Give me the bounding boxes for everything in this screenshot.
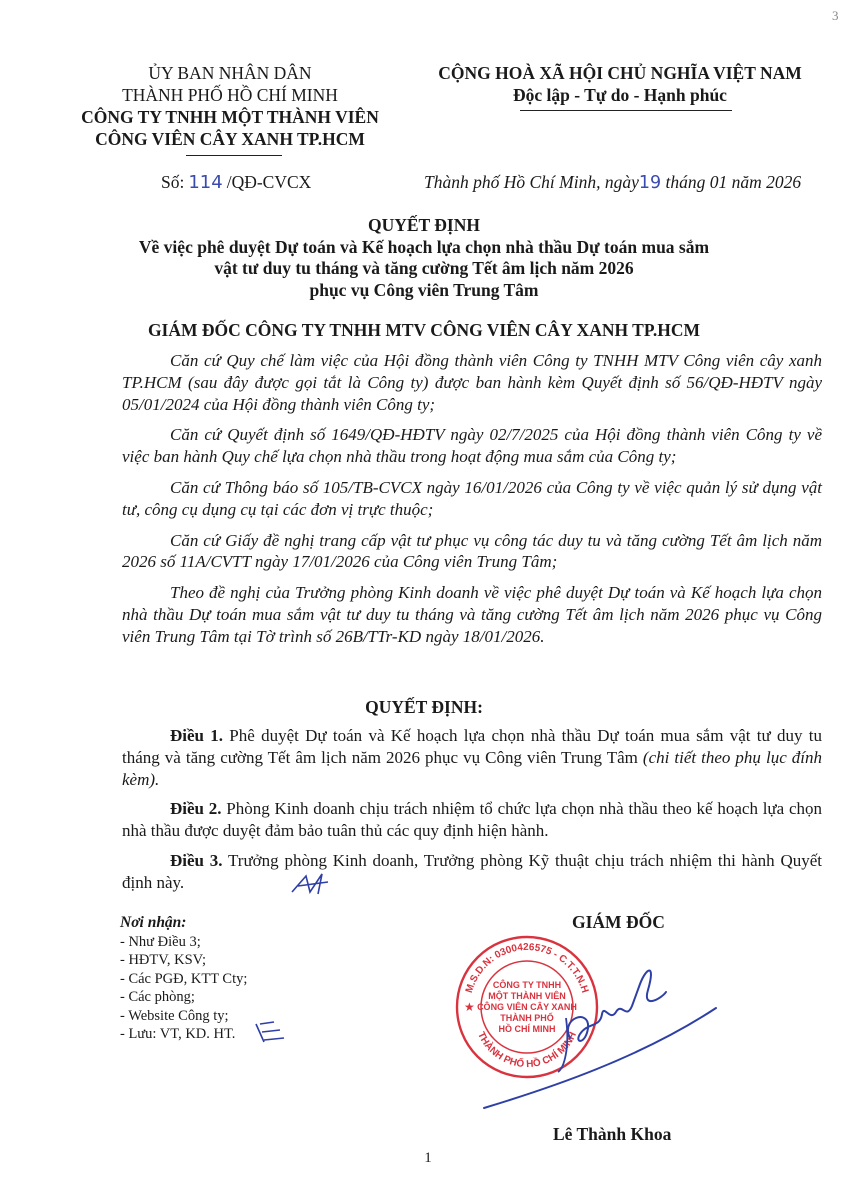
page-corner-mark: 3 [832,8,839,23]
document-number [161,172,311,193]
recipients-block [120,914,247,1044]
decision-title [60,215,788,301]
title-line-3: vật tư duy tu tháng và tăng cường Tết âm lịch năm 2026 [214,258,634,278]
national-title: CỘNG HOÀ XÃ HỘI CHỦ NGHĨA VIỆT NAM [438,63,802,83]
issuer-block [60,62,400,150]
seal-inner-line: CÔNG VIÊN CÂY XANH [477,1002,577,1012]
place-date [424,172,801,193]
issuer-line-2: THÀNH PHỐ HỒ CHÍ MINH [122,85,338,105]
issuer-line-4: CÔNG VIÊN CÂY XANH TP.HCM [95,129,365,149]
national-motto: Độc lập - Tự do - Hạnh phúc [513,85,727,105]
director-signature-icon [470,948,720,1118]
signer-title: GIÁM ĐỐC [572,912,665,932]
seal-bottom-text: THÀNH PHỐ HỒ CHÍ MINH [475,1030,579,1071]
recipient-item: - Các phòng; [120,989,195,1005]
recipient-item: - Các PGĐ, KTT Cty; [120,970,248,987]
article-text: Phê duyệt Dự toán và Kế hoạch lựa chọn nhà thầu Dự toán mua sắm vật tư duy tu tháng và tăng cường Tết âm lịch năm 2026 phục vụ Công viên Trung Tâm [122,726,822,767]
archive-initials-icon [250,1016,290,1046]
doc-number-handwritten: 114 [188,172,223,193]
seal-inner-line: THÀNH PHỐ [500,1013,554,1023]
legal-bases [122,350,822,657]
title-line-2: Về việc phê duyệt Dự toán và Kế hoạch lựa chọn nhà thầu Dự toán mua sắm [138,236,710,257]
article-label: Điều 3. [170,850,223,870]
decision-heading: QUYẾT ĐỊNH: [365,697,483,717]
article-label: Điều 2. [170,799,222,819]
seal-inner-line: CÔNG TY TNHH [492,980,562,990]
issuer-underline [186,155,282,156]
seal-inner-line: HỒ CHÍ MINH [498,1024,556,1034]
svg-text:★: ★ [464,1000,475,1014]
doc-number-prefix: Số: [161,172,185,192]
initials-mark-icon [288,870,348,898]
basis-paragraph: Căn cứ Giấy đề nghị trang cấp vật tư phục vụ công tác duy tu và tăng cường Tết âm lịch năm 2026 số 11A/CVTT ngày 17/01/2026 của Công viên Trung Tâm; [122,530,822,572]
recipient-item: - Lưu: VT, KD. HT. [120,1026,236,1042]
seal-inner-line: MỘT THÀNH VIÊN [488,991,566,1001]
article-2 [122,798,822,842]
article-label: Điều 1. [170,726,224,745]
place-date-day: 19 [638,173,662,193]
recipients-heading: Nơi nhận: [120,914,187,931]
place-date-after: tháng 01 năm 2026 [665,172,802,192]
signer-name: Lê Thành Khoa [553,1124,672,1144]
recipient-item: - Website Công ty; [120,1007,229,1024]
place-date-before: Thành phố Hồ Chí Minh, ngày [424,172,639,192]
issuer-line-1: ỦY BAN NHÂN DÂN [148,63,312,83]
recipient-item: - HĐTV, KSV; [120,952,207,968]
seal-outer-text: M.S.D.N: 0300426575 - C.T.T.N.H [463,941,591,995]
title-line-1: QUYẾT ĐỊNH [368,215,480,235]
article-text: Trưởng phòng Kinh doanh, Trưởng phòng Kỹ thuật chịu trách nhiệm thi hành Quyết định này. [122,850,822,892]
articles [122,725,822,902]
article-3 [122,850,822,894]
article-text: Phòng Kinh doanh chịu trách nhiệm tổ chức lựa chọn nhà thầu theo kế hoạch lựa chọn nhà thầu được duyệt đảm bảo tuân thủ các quy định hiện hành. [122,799,822,841]
basis-paragraph: Theo đề nghị của Trưởng phòng Kinh doanh về việc phê duyệt Dự toán và Kế hoạch lựa chọn nhà thầu Dự toán mua sắm vật tư duy tu tháng và tăng cường Tết âm lịch năm 2026 phục vụ Công viên Trung Tâm tại Tờ trình số 26B/TTr-KD ngày 18/01/2026. [122,583,822,646]
page-number: 1 [424,1150,432,1166]
basis-paragraph: Căn cứ Quy chế làm việc của Hội đồng thành viên Công ty TNHH MTV Công viên cây xanh TP.HCM (sau đây được gọi tắt là Công ty) được ban hành kèm Quyết định số 56/QĐ-HĐTV ngày 05/01/2024 của Hội đồng thành viên Công ty; [122,351,822,414]
article-note: (chi tiết theo phụ lục đính kèm). [122,747,822,789]
article-1 [122,725,822,790]
basis-paragraph: Căn cứ Quyết định số 1649/QĐ-HĐTV ngày 02/7/2025 của Hội đồng thành viên Công ty về việc ban hành Quy chế lựa chọn nhà thầu trong hoạt động mua sắm của Công ty; [122,425,822,467]
basis-paragraph: Căn cứ Thông báo số 105/TB-CVCX ngày 16/01/2026 của Công ty về việc quản lý sử dụng vật tư, công cụ dụng cụ tại các đơn vị trực thuộc; [122,477,822,519]
motto-underline [520,110,732,111]
doc-number-suffix: /QĐ-CVCX [226,172,312,192]
title-line-4: phục vụ Công viên Trung Tâm [309,279,539,300]
issuer-line-3: CÔNG TY TNHH MỘT THÀNH VIÊN [81,107,379,127]
national-motto-block [400,62,840,106]
recipient-item: - Như Điều 3; [120,933,201,950]
authority-heading: GIÁM ĐỐC CÔNG TY TNHH MTV CÔNG VIÊN CÂY XANH TP.HCM [147,320,701,340]
